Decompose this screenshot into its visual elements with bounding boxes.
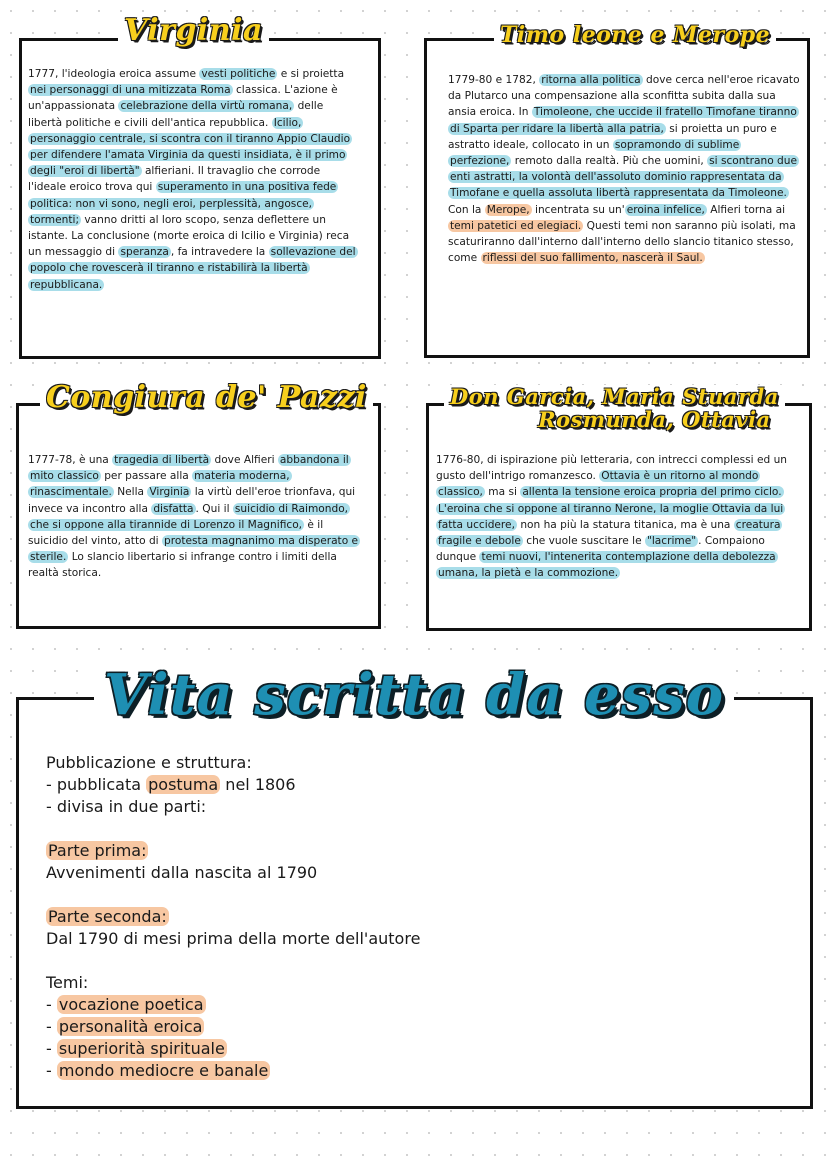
don-garcia-title-line-1: Don Garcia, Maria Stuarda (450, 384, 779, 409)
text-segment: non ha più la statura titanica, ma è una (516, 518, 734, 531)
text-segment: delle libertà politiche e civili dell'antica repubblica. (28, 100, 324, 129)
postuma-highlight: postuma (148, 775, 219, 794)
highlighted-text: L'eroina che si oppone al tiranno Nerone, la moglie Ottavia da lui fatta uccidere, (438, 502, 784, 531)
vita-title-text: Vita scritta da esso (94, 662, 734, 728)
highlighted-text: materia moderna, rinascimentale. (30, 470, 290, 499)
pub-line-1-post: nel 1806 (220, 775, 296, 794)
don-garcia-title (444, 385, 785, 431)
pubblicazione-heading: Pubblicazione e struttura: (46, 753, 252, 772)
text-segment: si proietta un puro e astratto ideale, collocato in un (448, 122, 777, 151)
text-segment: . Qui il (195, 502, 233, 515)
text-segment: per passare alla (100, 470, 193, 483)
highlighted-text: temi patetici ed elegiaci. (450, 219, 582, 232)
highlighted-text: si scontrano due enti astratti, la volontà dell'assoluto dominio rappresentata da Timofane e quella assoluta libertà rappresentata da Timoleone. (450, 155, 798, 200)
text-segment: Questi temi non saranno più isolati, ma scaturiranno dall'interno dall'interno dello slancio titanico stesso, come (448, 219, 796, 265)
text-segment: ma si (484, 486, 521, 499)
text-segment: 1776-80, di ispirazione più letteraria, con intrecci complessi ed un gusto dell'intrigo romanzesco. (436, 454, 788, 483)
vita-content (46, 752, 420, 1082)
text-segment: 1779-80 e 1782, (448, 74, 540, 86)
highlighted-text: eroina infelice, (626, 203, 705, 216)
highlighted-text: Timoleone, che uccide il fratello Timofane tiranno di Sparta per ridare la libertà alla patria, (450, 106, 797, 135)
highlighted-text: suicidio di Raimondo, che si oppone alla tirannide di Lorenzo il Magnifico, (30, 502, 349, 531)
text-segment: dove Alfieri (211, 454, 278, 466)
highlighted-text: celebrazione della virtù romana, (120, 100, 293, 113)
text-segment: incentrata su un' (531, 203, 625, 216)
congiura-text (28, 452, 362, 582)
highlighted-text: allenta la tensione eroica propria del primo ciclo. (522, 486, 782, 499)
parte-seconda-text: Dal 1790 di mesi prima della morte dell'autore (46, 929, 421, 948)
text-segment: Alfieri torna ai (706, 203, 786, 216)
text-segment: 1777-78, è una (28, 454, 113, 466)
tema-item: - personalità eroica (46, 1017, 203, 1036)
highlighted-text: Icilio, personaggio centrale, si scontra con il tiranno Appio Claudio per difendere l'amata Virginia da questi insidiata, è il primo degli "eroi di libertà" (30, 116, 351, 178)
parte-seconda-label: Parte seconda: (48, 907, 167, 926)
highlighted-text: protesta magnanimo ma disperato e sterile. (30, 535, 359, 564)
text-segment: alfieriani. Il travaglio che corrode l'ideale eroico trova qui (28, 165, 321, 194)
text-segment: Con la (448, 203, 485, 216)
parte-prima-label: Parte prima: (48, 841, 147, 860)
highlighted-text: abbandona il mito classico (30, 454, 349, 483)
pub-line-2: - divisa in due parti: (46, 797, 207, 816)
text-segment: dove cerca nell'eroe ricavato da Plutarco una compensazione alla sconfitta subita dalla sua ansia eroica. In (448, 74, 800, 119)
text-segment: e si proietta (277, 68, 345, 80)
parte-prima-text: Avvenimenti dalla nascita al 1790 (46, 863, 318, 882)
pub-line-1 (46, 774, 420, 796)
timo-title: Timo leone e Merope (494, 24, 776, 46)
text-segment: vanno dritti al loro scopo, senza deflettere un istante. La conclusione (morte eroica di Icilio e Virginia) reca un messaggio di (28, 213, 350, 259)
highlighted-text: superamento in una positiva fede politica: non vi sono, negli eroi, perplessità, angosce, tormenti; (30, 181, 337, 226)
timo-text (448, 72, 800, 266)
tema-item: - mondo mediocre e banale (46, 1061, 269, 1080)
highlighted-text: sollevazione del popolo che rovescerà il tiranno e ristabilirà la libertà repubblicana. (30, 246, 356, 291)
text-segment: classica. L'azione è un'appassionata (28, 84, 338, 113)
temi-heading: Temi: (46, 973, 89, 992)
text-segment: 1777, l'ideologia eroica assume (28, 68, 200, 80)
tema-3: superiorità spirituale (58, 1039, 225, 1058)
highlighted-text: Ottavia è un ritorno al mondo classico, (438, 470, 759, 499)
tema-item: - superiorità spirituale (46, 1039, 225, 1058)
highlighted-text: Virginia (149, 486, 190, 499)
vita-title (0, 662, 828, 728)
text-segment: remoto dalla realtà. Più che uomini, (511, 155, 708, 168)
tema-1: vocazione poetica (58, 995, 204, 1014)
pub-line-1-pre: - pubblicata (46, 775, 147, 794)
highlighted-text: speranza (120, 246, 169, 259)
highlighted-text: vesti politiche (201, 68, 276, 80)
highlighted-text: riflessi del suo fallimento, nascerà il Saul. (482, 252, 703, 265)
text-segment: Nella (113, 486, 148, 499)
highlighted-text: ritorna alla politica (541, 74, 641, 86)
tema-4: mondo mediocre e banale (58, 1061, 269, 1080)
text-segment: , fa intravedere la (170, 246, 269, 259)
highlighted-text: disfatta (153, 502, 194, 515)
tema-item: - vocazione poetica (46, 995, 204, 1014)
virginia-text (28, 66, 358, 293)
highlighted-text: temi nuovi, l'intenerita contemplazione della debolezza umana, la pietà e la commozione. (438, 551, 776, 580)
highlighted-text: creatura fragile e debole (438, 518, 781, 548)
highlighted-text: tragedia di libertà (114, 454, 210, 466)
highlighted-text: sopramondo di sublime perfezione, (450, 138, 740, 168)
text-segment: Lo slancio libertario si infrange contro i limiti della realtà storica. (28, 551, 337, 580)
tema-2: personalità eroica (58, 1017, 203, 1036)
text-segment: è il suicidio del vinto, atto di (28, 518, 324, 548)
text-segment: . Compaiono dunque (436, 535, 765, 564)
don-garcia-text (436, 452, 798, 582)
highlighted-text: nei personaggi di una mitizzata Roma (30, 84, 231, 97)
virginia-title: Virginia (118, 16, 269, 46)
text-segment: che vuole suscitare le (522, 535, 645, 548)
highlighted-text: Merope, (486, 203, 530, 216)
don-garcia-title-line-2: Rosmunda, Ottavia (538, 407, 771, 432)
congiura-title: Congiura de' Pazzi (40, 383, 373, 413)
highlighted-text: "lacrime" (646, 535, 697, 548)
text-segment: la virtù dell'eroe trionfava, qui invece va incontro alla (28, 486, 356, 515)
